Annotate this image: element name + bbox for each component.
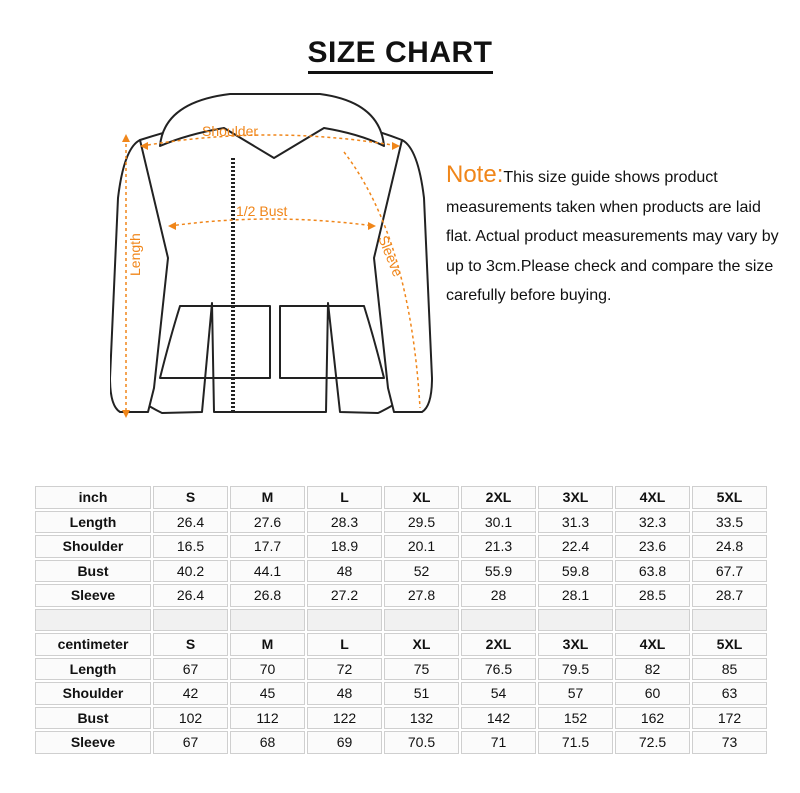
size-header: 3XL <box>538 486 613 509</box>
bust-label: 1/2 Bust <box>236 203 288 219</box>
table-cell: 152 <box>538 707 613 730</box>
table-cell: 63 <box>692 682 767 705</box>
table-cell: 48 <box>307 560 382 583</box>
table-cell: 17.7 <box>230 535 305 558</box>
table-cell: 69 <box>307 731 382 754</box>
table-cell: 82 <box>615 658 690 681</box>
size-header: L <box>307 486 382 509</box>
shoulder-label: Shoulder <box>202 123 259 139</box>
row-label: Bust <box>35 560 151 583</box>
spacer-cell <box>384 609 459 632</box>
size-header: L <box>307 633 382 656</box>
table-row <box>35 584 767 607</box>
size-header: S <box>153 633 228 656</box>
table-cell: 27.2 <box>307 584 382 607</box>
size-header: M <box>230 486 305 509</box>
size-header: 3XL <box>538 633 613 656</box>
table-cell: 67 <box>153 731 228 754</box>
table-cell: 28.3 <box>307 511 382 534</box>
spacer-cell <box>615 609 690 632</box>
table-cell: 33.5 <box>692 511 767 534</box>
page-title <box>0 36 800 70</box>
table-row <box>35 707 767 730</box>
table-row <box>35 535 767 558</box>
size-header: S <box>153 486 228 509</box>
size-header: XL <box>384 633 459 656</box>
sleeve-label: Sleeve <box>375 233 407 279</box>
table-cell: 20.1 <box>384 535 459 558</box>
table-cell: 73 <box>692 731 767 754</box>
table-cell: 28 <box>461 584 536 607</box>
table-cell: 26.4 <box>153 511 228 534</box>
table-row <box>35 560 767 583</box>
table-cell: 42 <box>153 682 228 705</box>
spacer-cell <box>153 609 228 632</box>
row-label: Bust <box>35 707 151 730</box>
table-cell: 79.5 <box>538 658 613 681</box>
table-cell: 26.8 <box>230 584 305 607</box>
table-cell: 132 <box>384 707 459 730</box>
row-label: Shoulder <box>35 682 151 705</box>
table-cell: 70 <box>230 658 305 681</box>
note-text: This size guide shows product measurements taken when products are laid flat. Actual product measurements may vary by up to 3cm.Please check and compare the size carefully before buying. <box>446 169 779 304</box>
spacer-cell <box>35 609 151 632</box>
table-cell: 21.3 <box>461 535 536 558</box>
table-cell: 63.8 <box>615 560 690 583</box>
table-cell: 40.2 <box>153 560 228 583</box>
table-header-row <box>35 486 767 509</box>
table-cell: 18.9 <box>307 535 382 558</box>
row-label: Shoulder <box>35 535 151 558</box>
spacer-cell <box>461 609 536 632</box>
table-cell: 28.7 <box>692 584 767 607</box>
table-cell: 48 <box>307 682 382 705</box>
length-arrow-top <box>122 134 130 142</box>
table-cell: 162 <box>615 707 690 730</box>
spacer-cell <box>692 609 767 632</box>
table-cell: 72 <box>307 658 382 681</box>
table-row <box>35 511 767 534</box>
table-cell: 27.8 <box>384 584 459 607</box>
unit-header: centimeter <box>35 633 151 656</box>
spacer-cell <box>538 609 613 632</box>
table-cell: 68 <box>230 731 305 754</box>
table-cell: 52 <box>384 560 459 583</box>
table-cell: 60 <box>615 682 690 705</box>
table-cell: 57 <box>538 682 613 705</box>
table-cell: 59.8 <box>538 560 613 583</box>
table-cell: 22.4 <box>538 535 613 558</box>
table-row <box>35 731 767 754</box>
size-header: 2XL <box>461 486 536 509</box>
length-label: Length <box>127 233 143 276</box>
row-label: Length <box>35 658 151 681</box>
size-header: XL <box>384 486 459 509</box>
row-label: Sleeve <box>35 584 151 607</box>
table-cell: 44.1 <box>230 560 305 583</box>
table-cell: 71 <box>461 731 536 754</box>
note <box>446 160 786 311</box>
size-table <box>33 484 769 756</box>
table-cell: 85 <box>692 658 767 681</box>
table-cell: 112 <box>230 707 305 730</box>
note-label: Note: <box>446 161 504 188</box>
table-cell: 29.5 <box>384 511 459 534</box>
table-cell: 28.1 <box>538 584 613 607</box>
size-header: 2XL <box>461 633 536 656</box>
table-cell: 142 <box>461 707 536 730</box>
row-label: Length <box>35 511 151 534</box>
table-cell: 26.4 <box>153 584 228 607</box>
table-row <box>35 658 767 681</box>
table-cell: 122 <box>307 707 382 730</box>
table-cell: 172 <box>692 707 767 730</box>
table-cell: 55.9 <box>461 560 536 583</box>
table-cell: 70.5 <box>384 731 459 754</box>
table-row <box>35 682 767 705</box>
table-header-row <box>35 633 767 656</box>
table-cell: 67 <box>153 658 228 681</box>
length-arrow-bottom <box>122 410 130 418</box>
table-cell: 16.5 <box>153 535 228 558</box>
size-tables <box>33 484 769 756</box>
row-label: Sleeve <box>35 731 151 754</box>
table-cell: 27.6 <box>230 511 305 534</box>
size-header: 4XL <box>615 486 690 509</box>
table-cell: 72.5 <box>615 731 690 754</box>
table-cell: 32.3 <box>615 511 690 534</box>
table-cell: 24.8 <box>692 535 767 558</box>
size-header: 5XL <box>692 633 767 656</box>
spacer-cell <box>230 609 305 632</box>
spacer-cell <box>307 609 382 632</box>
title-text: SIZE CHART <box>308 36 493 74</box>
table-cell: 45 <box>230 682 305 705</box>
table-cell: 51 <box>384 682 459 705</box>
table-cell: 102 <box>153 707 228 730</box>
table-cell: 28.5 <box>615 584 690 607</box>
table-cell: 75 <box>384 658 459 681</box>
table-cell: 23.6 <box>615 535 690 558</box>
table-cell: 54 <box>461 682 536 705</box>
table-cell: 30.1 <box>461 511 536 534</box>
size-header: M <box>230 633 305 656</box>
table-spacer-row <box>35 609 767 632</box>
table-cell: 31.3 <box>538 511 613 534</box>
table-cell: 67.7 <box>692 560 767 583</box>
unit-header: inch <box>35 486 151 509</box>
size-header: 5XL <box>692 486 767 509</box>
table-cell: 71.5 <box>538 731 613 754</box>
table-cell: 76.5 <box>461 658 536 681</box>
hoodie-illustration <box>110 88 440 428</box>
size-header: 4XL <box>615 633 690 656</box>
